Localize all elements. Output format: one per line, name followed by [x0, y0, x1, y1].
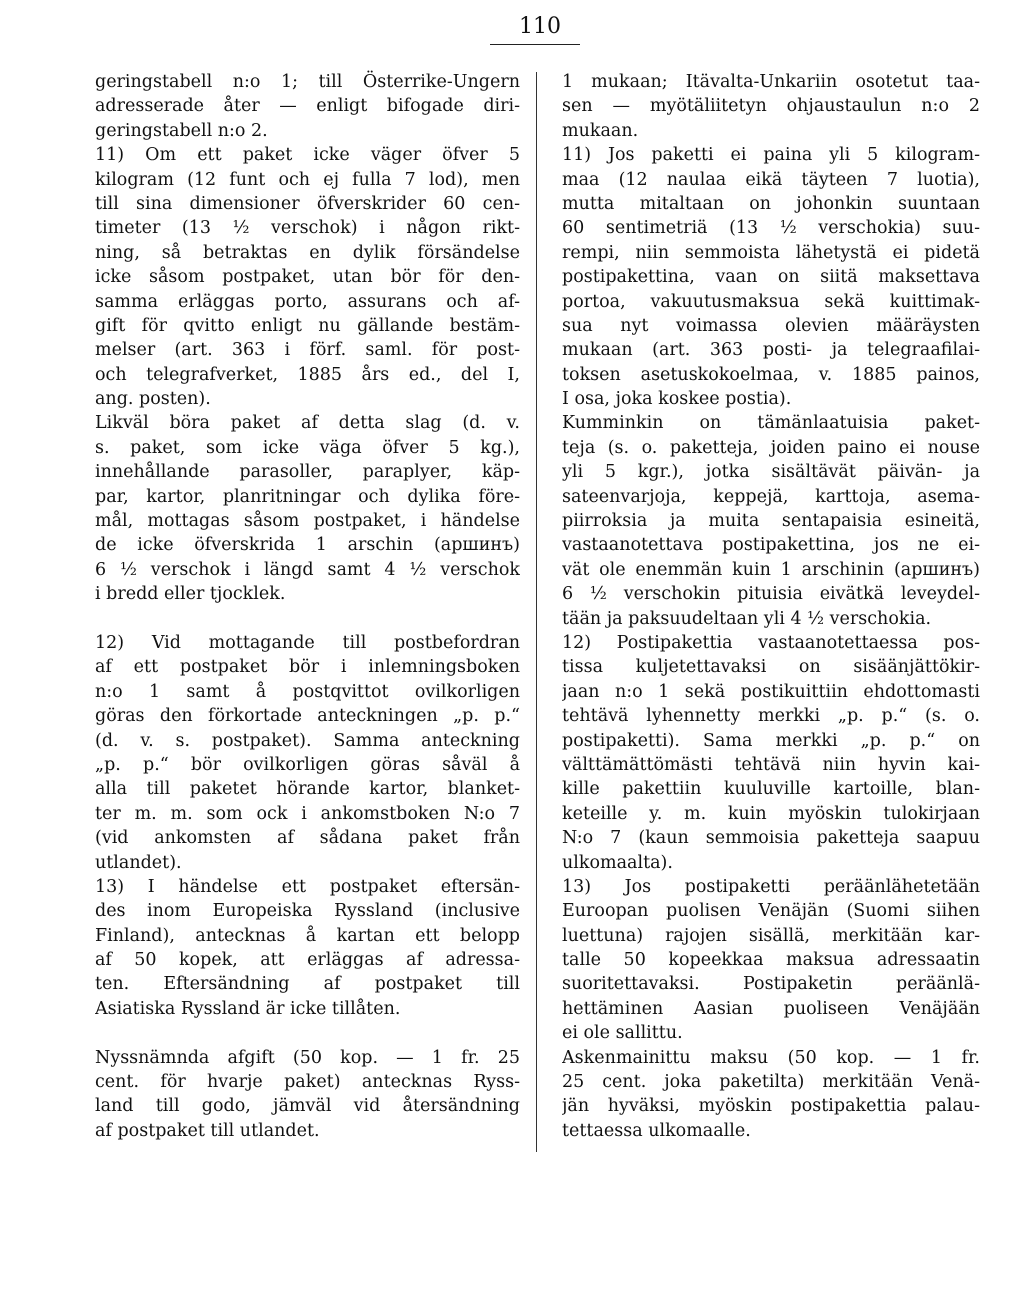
swedish-text-line: af ett postpaket bör i inlemningsboken: [95, 657, 520, 678]
swedish-text-line: timeter (13 ½ verschok) i någon rikt-: [95, 218, 520, 239]
swedish-text-line: gift för qvitto enligt nu gällande bestäm-: [95, 315, 520, 336]
swedish-text-line: 11) Om ett paket icke väger öfver 5: [95, 145, 520, 166]
swedish-text-line: af 50 kopek, att erläggas af adressa-: [95, 950, 520, 971]
finnish-text-line: hettäminen Aasian puoliseen Venäjään: [562, 998, 980, 1019]
swedish-text-line: adresserade åter — enligt bifogade diri-: [95, 96, 520, 117]
swedish-text-line: par, kartor, planritningar och dylika före-: [95, 486, 520, 507]
swedish-text-line: cent. för hvarje paket) antecknas Ryss-: [95, 1072, 520, 1093]
swedish-text-line: innehållande parasoller, paraplyer, käp-: [95, 462, 520, 483]
swedish-text-line: samma erläggas porto, assurans och af-: [95, 291, 520, 312]
finnish-text-line: ulkomaalta).: [562, 852, 673, 873]
finnish-text-line: 13) Jos postipaketti peräänlähetetään: [562, 876, 980, 897]
finnish-text-line: tään ja paksuudeltaan yli 4 ½ verschokia.: [562, 608, 932, 629]
swedish-text-line: ang. posten).: [95, 389, 211, 410]
finnish-text-line: jän hyväksi, myöskin postipakettia palau-: [562, 1096, 980, 1117]
swedish-text-line: kilogram (12 funt och ej fulla 7 lod), men: [95, 169, 520, 190]
swedish-text-line: des inom Europeiska Ryssland (inclusive: [95, 901, 520, 922]
finnish-text-line: 25 cent. joka paketilta) merkitään Venä-: [562, 1072, 980, 1093]
finnish-text-line: rempi, niin semmoista lähetystä ei pidetä: [562, 242, 980, 263]
swedish-text-line: alla till paketet hörande kartor, blanket-: [95, 779, 520, 800]
swedish-text-line: till sina dimensioner öfverskrider 60 cen-: [95, 193, 520, 214]
finnish-text-line: N:o 7 (kaun semmoisia paketteja saapuu: [562, 828, 980, 849]
swedish-text-line: utlandet).: [95, 852, 182, 873]
swedish-text-line: af postpaket till utlandet.: [95, 1120, 320, 1141]
finnish-text-line: ei ole sallittu.: [562, 1023, 683, 1044]
finnish-text-line: luettuna) rajojen sisällä, merkitään kar-: [562, 925, 980, 946]
finnish-text-line: mukaan.: [562, 120, 639, 141]
finnish-text-line: tettaessa ulkomaalle.: [562, 1120, 751, 1141]
swedish-text-line: land till godo, jämväl vid återsändning: [95, 1096, 520, 1117]
finnish-text-line: toksen asetuskokoelmaa, v. 1885 painos,: [562, 364, 980, 385]
finnish-text-line: I osa, joka koskee postia).: [562, 389, 792, 410]
finnish-text-line: 12) Postipakettia vastaanotettaessa pos-: [562, 632, 980, 653]
swedish-text-line: geringstabell n:o 2.: [95, 120, 268, 141]
swedish-text-line: [95, 1021, 520, 1045]
finnish-text-line: kille pakettiin kuuluville kartoille, blan-: [562, 779, 980, 800]
swedish-text-line: „p. p.“ bör ovilkorligen göras såväl å: [95, 754, 520, 775]
finnish-text-line: piirroksia ja muita sentapaisia esineitä,: [562, 511, 980, 532]
swedish-text-line: mål, mottagas såsom postpaket, i händelse: [95, 511, 520, 532]
finnish-text-line: vät ole enemmän kuin 1 arschinin (аршинъ): [562, 559, 980, 580]
swedish-text-line: 12) Vid mottagande till postbefordran: [95, 632, 520, 653]
finnish-text-line: vastaanotettava postipakettina, jos ne ei-: [562, 535, 980, 556]
swedish-text-line: göras den förkortade anteckningen „p. p.“: [95, 706, 520, 727]
finnish-text-line: maa (12 naulaa eikä täyteen 7 luotia),: [562, 169, 980, 190]
finnish-text-line: välttämättömästi tehtävä niin hyvin kai-: [562, 754, 980, 775]
finnish-text-line: talle 50 kopeekkaa maksua adressaatin: [562, 950, 980, 971]
finnish-column: [562, 70, 980, 1143]
finnish-text-line: 60 sentimetriä (13 ½ verschokia) suu-: [562, 218, 980, 239]
finnish-text-line: tehtävä lyhennetty merkki „p. p.“ (s. o.: [562, 706, 980, 727]
swedish-text-line: 13) I händelse ett postpaket eftersän-: [95, 876, 520, 897]
swedish-text-line: s. paket, som icke väga öfver 5 kg.),: [95, 437, 520, 458]
swedish-text-line: 6 ½ verschok i längd samt 4 ½ verschok: [95, 559, 520, 580]
swedish-text-line: (vid ankomsten af sådana paket från: [95, 828, 520, 849]
swedish-text-line: [95, 607, 520, 631]
finnish-text-line: sua nyt voimassa olevien määräysten: [562, 315, 980, 336]
finnish-text-line: Euroopan puolisen Venäjän (Suomi siihen: [562, 901, 980, 922]
finnish-text-line: Kumminkin on tämänlaatuisia paket-: [562, 413, 980, 434]
swedish-text-line: ter m. m. som ock i ankomstboken N:o 7: [95, 803, 520, 824]
finnish-text-line: teja (s. o. paketteja, joiden paino ei nouse: [562, 437, 980, 458]
swedish-text-line: och telegrafverket, 1885 års ed., del I,: [95, 364, 520, 385]
finnish-text-line: tissa kuljetettavaksi on sisäänjättökir-: [562, 657, 980, 678]
swedish-text-line: icke såsom postpaket, utan bör för den-: [95, 267, 520, 288]
swedish-text-line: i bredd eller tjocklek.: [95, 584, 286, 605]
finnish-text-line: Askenmainittu maksu (50 kop. — 1 fr.: [562, 1047, 980, 1068]
swedish-text-line: Nyssnämnda afgift (50 kop. — 1 fr. 25: [95, 1047, 520, 1068]
swedish-column: [95, 70, 520, 1143]
swedish-text-line: Likväl böra paket af detta slag (d. v.: [95, 413, 520, 434]
swedish-text-line: melser (art. 363 i förf. saml. för post-: [95, 340, 520, 361]
swedish-text-line: (d. v. s. postpaket). Samma anteckning: [95, 730, 520, 751]
swedish-text-line: ten. Eftersändning af postpaket till: [95, 974, 520, 995]
page-number: 110: [519, 14, 561, 39]
finnish-text-line: mutta mitaltaan on johonkin suuntaan: [562, 193, 980, 214]
finnish-text-line: sateenvarjoja, keppejä, karttoja, asema-: [562, 486, 980, 507]
finnish-text-line: postipakettina, vaan on siitä maksettava: [562, 267, 980, 288]
swedish-text-line: ning, så betraktas en dylik försändelse: [95, 242, 520, 263]
swedish-text-line: Asiatiska Ryssland är icke tillåten.: [95, 998, 401, 1019]
swedish-text-line: Finland), antecknas å kartan ett belopp: [95, 925, 520, 946]
finnish-text-line: 1 mukaan; Itävalta-Unkariin osotetut taa-: [562, 72, 980, 92]
finnish-text-line: yli 5 kgr.), jotka sisältävät päivän- ja: [562, 462, 980, 483]
finnish-text-line: postipaketti). Sama merkki „p. p.“ on: [562, 730, 980, 751]
finnish-text-line: 6 ½ verschokin pituisia eivätkä leveydel-: [562, 584, 980, 605]
finnish-text-line: portoa, vakuutusmaksua sekä kuittimak-: [562, 291, 980, 312]
finnish-text-line: sen — myötäliitetyn ohjaustaulun n:o 2: [562, 96, 980, 117]
header-rule: [490, 44, 580, 45]
column-divider: [536, 72, 537, 1152]
finnish-text-line: 11) Jos paketti ei paina yli 5 kilogram-: [562, 145, 980, 166]
swedish-text-line: geringstabell n:o 1; till Österrike-Ungern: [95, 72, 520, 92]
finnish-text-line: keteille y. m. kuin myöskin tulokirjaan: [562, 803, 980, 824]
swedish-text-line: de icke öfverskrida 1 arschin (аршинъ): [95, 535, 520, 556]
swedish-text-line: n:o 1 samt å postqvittot ovilkorligen: [95, 681, 520, 702]
finnish-text-line: suoritettavaksi. Postipaketin peräänlä-: [562, 974, 980, 995]
finnish-text-line: mukaan (art. 363 posti- ja telegraafilai-: [562, 340, 980, 361]
finnish-text-line: jaan n:o 1 sekä postikuittiin ehdottomasti: [562, 681, 980, 702]
